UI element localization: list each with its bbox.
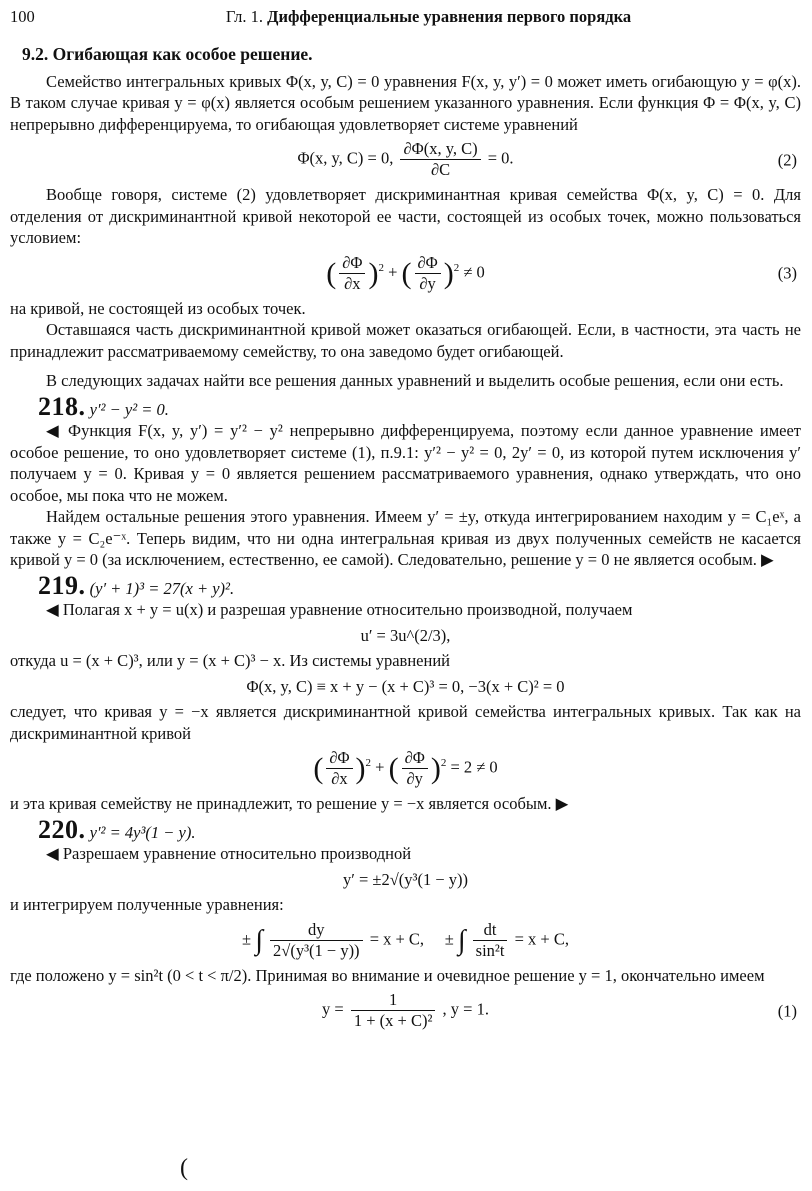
eq2-right: = 0. (487, 148, 514, 168)
paragraph-envelope-definition: Семейство интегральных кривых Φ(x, y, C) = 0 уравнения F(x, y, y′) = 0 может иметь огибающую y = φ(x). В таком случае кривая y = φ(x) является особым решением указанного уравнения. Если функция Φ = Φ(x, y, C) непрерывно дифференцируема, то огибающая удовлетворяет системе уравнений (10, 71, 801, 134)
eq3-frac-y (415, 253, 441, 294)
eq3-exp-x: 2 (378, 261, 384, 274)
final-right: , y = 1. (442, 999, 489, 1019)
paragraph-remaining-part: Оставшаяся часть дискриминантной кривой может оказаться огибающей. Если, в частности, эта часть не принадлежит рассматриваемому семейству, то она заведомо будет огибающей. (10, 320, 801, 361)
eq3-label: (3) (777, 263, 797, 283)
chapter-title: Дифференциальные уравнения первого порядка (267, 7, 632, 26)
problem-219-eq-a: u′ = 3u^(2/3), (360, 625, 451, 645)
final-left: y = (322, 999, 344, 1019)
section-title: 9.2. Огибающая как особое решение. (22, 44, 313, 64)
chapter-heading (56, 6, 801, 28)
equation-3: ( $\frac{\partial\Phi}{\partial x}$ )$^2$ + ( $\frac{\partial\Phi}{\partial y}$ )$^2$ ≠ 0 (3) (326, 252, 797, 293)
integral-2-fraction (473, 920, 508, 961)
eq-c-exp-y: 2 (440, 756, 447, 769)
problem-220-solution-3: где положено y = sin²t (0 < t < π/2). Принимая во внимание и очевидное решение y = 1, окончательно имеем (10, 965, 765, 985)
integral-2-den: sin²t (475, 940, 505, 960)
problem-219-eq-b: Φ(x, y, C) ≡ x + y − (x + C)³ = 0, −3(x + C)² = 0 (246, 676, 565, 696)
eq-c-tail: = 2 ≠ 0 (450, 757, 498, 777)
final-num: 1 (351, 990, 436, 1011)
problem-219-solution-1: ◀ Полагая x + y = u(x) и разрешая уравнение относительно производной, получаем (46, 600, 633, 619)
integral-2-sign: ± (444, 928, 454, 948)
problem-equation: (y′ + 1)³ = 27(x + y)². (89, 578, 235, 598)
problem-number: 218. (38, 391, 86, 421)
eq-c-num-x: ∂Φ (326, 748, 352, 769)
problem-number: 220. (38, 814, 86, 844)
eq3-den-x: ∂x (344, 273, 361, 293)
eq2-fraction (400, 139, 480, 180)
eq3-den-y: ∂y (419, 273, 436, 293)
final-fraction (351, 990, 436, 1031)
problem-equation: y′² − y² = 0. (89, 399, 169, 419)
page-number: 100 (10, 7, 35, 26)
integral-1-sign: ± (242, 928, 252, 948)
eq2-label: (2) (777, 149, 797, 169)
integral-1-symbol: ∫ (255, 924, 263, 956)
eq-c-frac-y (402, 748, 428, 789)
problem-220-heading (38, 814, 801, 844)
paragraph-not-singular: на кривой, не состоящей из особых точек. (10, 298, 306, 318)
chapter-prefix: Гл. 1. (225, 7, 264, 26)
eq3-frac-x (339, 253, 365, 294)
eq3-tail: ≠ 0 (463, 261, 485, 281)
eq-c-exp-x: 2 (365, 756, 372, 769)
problem-equation: y′² = 4y³(1 − y). (89, 822, 196, 842)
eq2-denominator: ∂C (430, 160, 451, 179)
problem-220-integrals (10, 920, 801, 961)
equation-2 (10, 139, 801, 180)
problem-220-solution-1: ◀ Разрешаем уравнение относительно производной (46, 844, 412, 863)
eq-c-num-y: ∂Φ (402, 748, 428, 769)
problem-218-solution-2: Найдем остальные решения этого уравнения. Имеем y′ = ±y, откуда интегрированием находим y = C₁eˣ, а также y = C₂e⁻ˣ. Теперь видим, что ни одна интегральная кривая из двух полученных семейств не касается кривой y = 0 (за исключением, естественно, ее самой). Следовательно, решение y = 0 не является особым. ▶ (10, 507, 801, 569)
eq2-numerator: ∂Φ(x, y, C) (400, 139, 480, 160)
problem-219-solution-3: следует, что кривая y = −x является дискриминантной кривой семейства интегральных кривых. Так как на дискриминантной кривой (10, 702, 801, 743)
eq3-num-x: ∂Φ (339, 253, 365, 274)
integral-2-symbol: ∫ (457, 924, 466, 956)
eq-c-den-x: ∂x (331, 769, 348, 788)
problem-219-solution-4: и эта кривая семейству не принадлежит, то решение y = −x является особым. ▶ (10, 794, 569, 813)
integral-1-den: 2√(y³(1 − y)) (273, 940, 360, 960)
eq-c-frac-x (326, 748, 352, 789)
problem-220-solution-2: и интегрируем полученные уравнения: (10, 895, 284, 914)
problem-number: 219. (38, 570, 86, 600)
problem-219-solution-2: откуда u = (x + C)³, или y = (x + C)³ − x. Из системы уравнений (10, 651, 450, 670)
stray-pencil-mark: ( (180, 1155, 188, 1181)
paragraph-task-instructions: В следующих задачах найти все решения данных уравнений и выделить особые решения, если они есть. (46, 371, 784, 390)
integral-2-right: = x + C, (514, 928, 569, 948)
final-den: 1 + (x + C)² (353, 1011, 433, 1030)
running-header (10, 6, 801, 30)
integral-1-right: = x + C, (369, 928, 425, 948)
integral-1-num: dy (270, 920, 363, 941)
problem-218-heading (38, 391, 801, 421)
problem-220-eq-a: y′ = ±2√(y³(1 − y)) (342, 869, 468, 889)
integral-2-num: dt (473, 920, 508, 941)
eq-c-den-y: ∂y (406, 769, 423, 788)
eq2-left: Φ(x, y, C) = 0, (297, 148, 394, 168)
paragraph-discriminant: Вообще говоря, системе (2) удовлетворяет дискриминантная кривая семейства Φ(x, y, C) = 0. Для отделения от дискриминантной кривой некоторой ее части, состоящей из особых точек, можно пользоваться условием: (10, 185, 801, 247)
final-label: (1) (777, 1000, 797, 1020)
eq3-num-y: ∂Φ (415, 253, 441, 274)
problem-219-eq-c: ( $\frac{\partial\Phi}{\partial x}$ )$^2$ + ( $\frac{\partial\Phi}{\partial y}$ )$^2$ = 2 ≠ 0 (313, 748, 498, 788)
problem-218-solution-1: ◀ Функция F(x, y, y′) = y′² − y² непрерывно дифференцируема, поэтому если данное уравнение имеет особое решение, то оно удовлетворяет системе (1), п.9.1: y′² − y² = 0, 2y′ = 0, из которой путем исключения y′ получаем y = 0. Кривая y = 0 является решением рассматриваемого уравнения, однако утверждать, что оно особое, мы пока что не можем. (10, 421, 801, 505)
problem-220-final-equation (10, 990, 801, 1031)
integral-1-fraction (270, 920, 363, 961)
eq3-exp-y: 2 (453, 261, 460, 274)
problem-219-heading (38, 570, 801, 600)
